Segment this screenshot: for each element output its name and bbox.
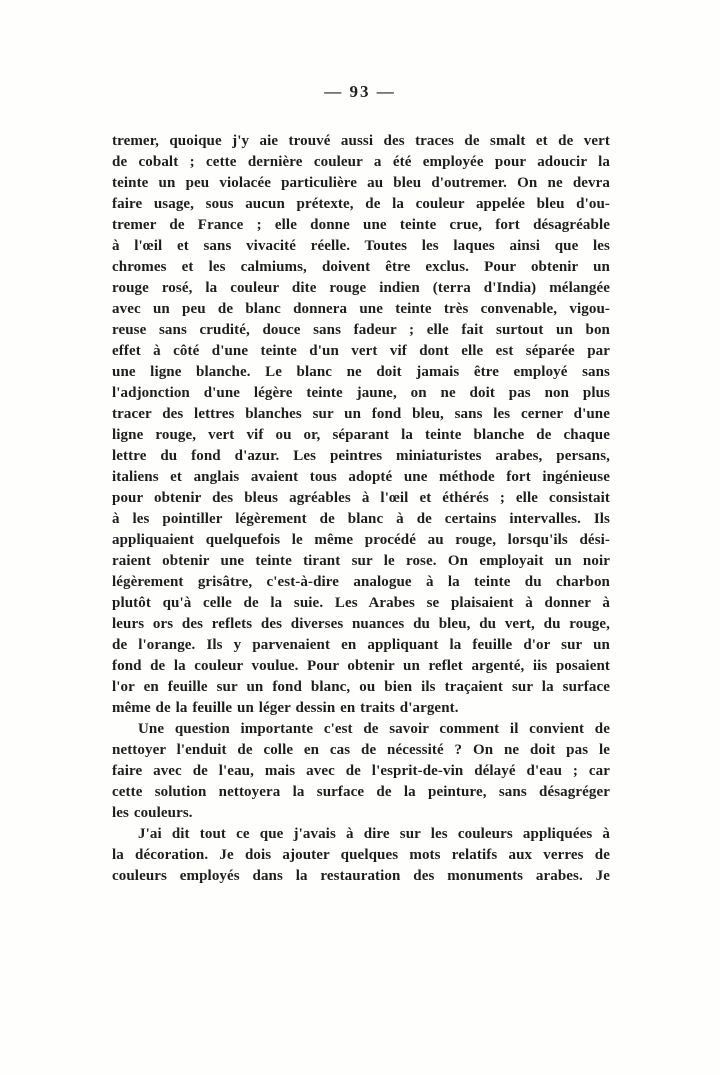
text-line: Une question importante c'est de savoir comment il convient de: [138, 721, 610, 737]
text-line: raient obtenir une teinte tirant sur le rose. On employait un noir: [112, 553, 610, 569]
text-line: faire usage, sous aucun prétexte, de la couleur appelée bleu d'ou-: [112, 196, 610, 212]
text-line: lettre du fond d'azur. Les peintres miniaturistes arabes, persans,: [112, 448, 610, 464]
text-line: cette solution nettoyera la surface de la peinture, sans désagréger: [112, 784, 610, 800]
text-line: tremer, quoique j'y aie trouvé aussi des traces de smalt et de vert: [112, 133, 610, 149]
text-line: pour obtenir des bleus agréables à l'œil et éthérés ; elle consistait: [112, 490, 610, 506]
page-number: — 93 —: [324, 82, 396, 101]
text-line: italiens et anglais avaient tous adopté une méthode fort ingénieuse: [112, 469, 610, 485]
text-line: chromes et les calmiums, doivent être exclus. Pour obtenir un: [112, 259, 610, 275]
text-line: J'ai dit tout ce que j'avais à dire sur les couleurs appliquées à: [138, 826, 610, 842]
text-line: ligne rouge, vert vif ou or, séparant la teinte blanche de chaque: [112, 427, 610, 443]
text-line: fond de la couleur voulue. Pour obtenir un reflet argenté, iis posaient: [112, 658, 610, 674]
text-line: tremer de France ; elle donne une teinte crue, fort désagréable: [112, 217, 610, 233]
text-line: plutôt qu'à celle de la suie. Les Arabes se plaisaient à donner à: [112, 595, 610, 611]
text-line: faire avec de l'eau, mais avec de l'esprit-de-vin délayé d'eau ; car: [112, 763, 610, 779]
text-line: leurs ors des reflets des diverses nuances du bleu, du vert, du rouge,: [112, 616, 610, 632]
text-line: de cobalt ; cette dernière couleur a été employée pour adoucir la: [112, 154, 610, 170]
text-line: avec un peu de blanc donnera une teinte très convenable, vigou-: [112, 301, 610, 317]
text-line: de l'orange. Ils y parvenaient en appliquant la feuille d'or sur un: [112, 637, 610, 653]
text-line: la décoration. Je dois ajouter quelques mots relatifs aux verres de: [112, 847, 610, 863]
text-line: nettoyer l'enduit de colle en cas de nécessité ? On ne doit pas le: [112, 742, 610, 758]
text-line: couleurs employés dans la restauration des monuments arabes. Je: [112, 868, 610, 884]
text-line: teinte un peu violacée particulière au bleu d'outremer. On ne devra: [112, 175, 610, 191]
text-line: l'adjonction d'une légère teinte jaune, on ne doit pas non plus: [112, 385, 610, 401]
text-line: une ligne blanche. Le blanc ne doit jamais être employé sans: [112, 364, 610, 380]
text-line: reuse sans crudité, douce sans fadeur ; elle fait surtout un bon: [112, 322, 610, 338]
text-line: l'or en feuille sur un fond blanc, ou bien ils traçaient sur la surface: [112, 679, 610, 695]
text-line: à les pointiller légèrement de blanc à de certains intervalles. Ils: [112, 511, 610, 527]
text-line: même de la feuille un léger dessin en traits d'argent.: [112, 700, 459, 716]
text-line: tracer des lettres blanches sur un fond bleu, sans les cerner d'une: [112, 406, 610, 422]
text-block: [112, 131, 610, 887]
text-line: à l'œil et sans vivacité réelle. Toutes les laques ainsi que les: [112, 238, 610, 254]
text-line: appliquaient quelquefois le même procédé au rouge, lorsqu'ils dési-: [112, 532, 610, 548]
text-line: rouge rosé, la couleur dite rouge indien (terra d'India) mélangée: [112, 280, 610, 296]
text-line: les couleurs.: [112, 805, 193, 821]
text-line: effet à côté d'une teinte d'un vert vif dont elle est séparée par: [112, 343, 610, 359]
text-line: légèrement grisâtre, c'est-à-dire analogue à la teinte du charbon: [112, 574, 610, 590]
